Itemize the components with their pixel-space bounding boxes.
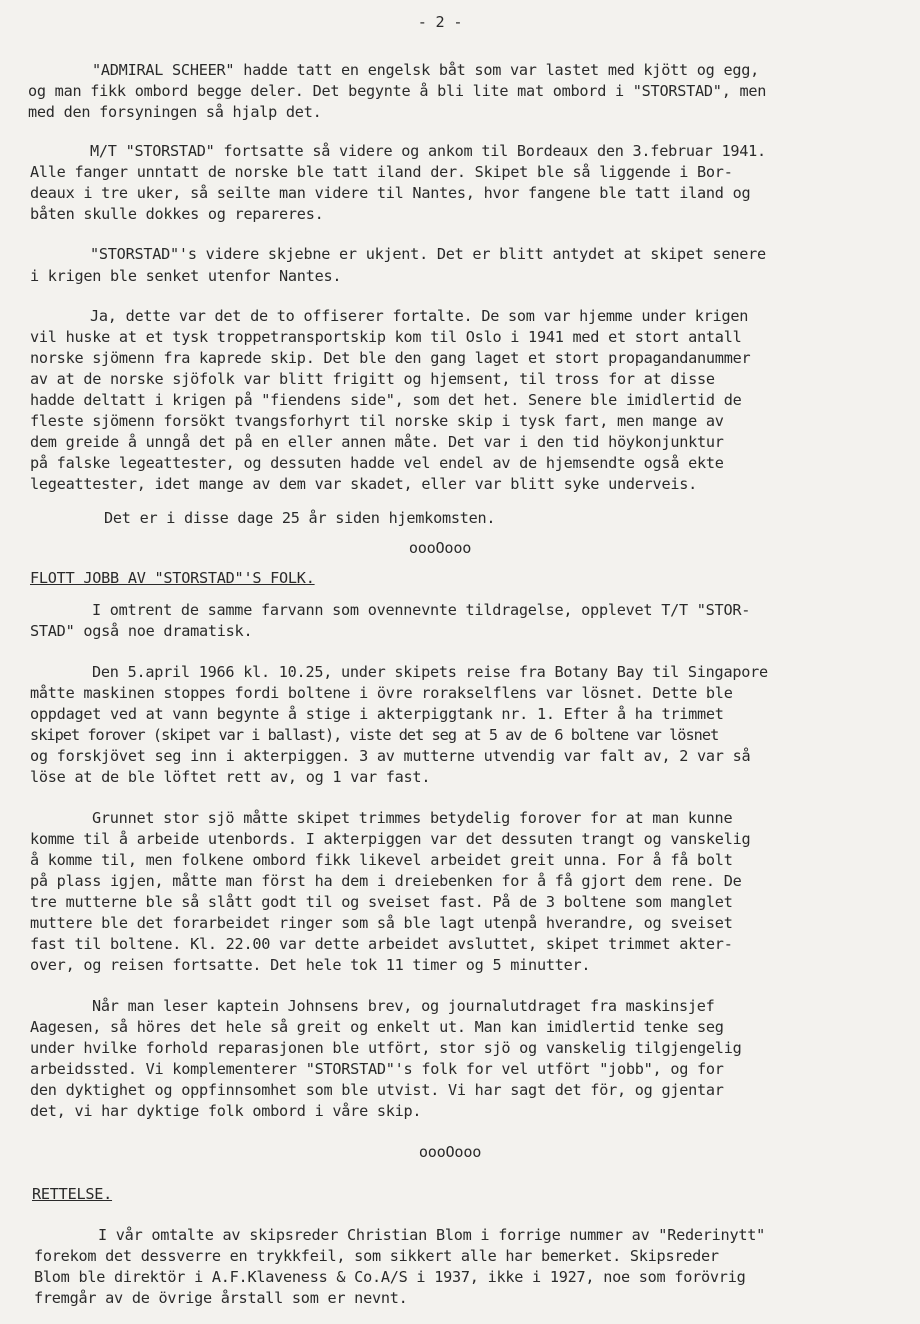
text-line: oppdaget ved at vann begynte å stige i akterpiggtank nr. 1. Efter å ha trimmet: [30, 705, 724, 723]
text-line: Grunnet stor sjö måtte skipet trimmes betydelig forover for at man kunne: [92, 809, 733, 827]
text-line: Den 5.april 1966 kl. 10.25, under skipets reise fra Botany Bay til Singapore: [92, 663, 768, 681]
text-line: tre mutterne ble så slått godt til og sveiset fast. På de 3 boltene som manglet: [30, 893, 733, 911]
text-line: under hvilke forhold reparasjonen ble utfört, stor sjö og vanskelig tilgjengelig: [30, 1039, 742, 1057]
text-line: Ja, dette var det de to offiserer fortalte. De som var hjemme under krigen: [90, 307, 749, 325]
text-line: legeattester, idet mange av dem var skadet, eller var blitt syke underveis.: [30, 475, 698, 493]
text-line: I vår omtalte av skipsreder Christian Blom i forrige nummer av "Rederinytt": [98, 1226, 766, 1244]
text-line: M/T "STORSTAD" fortsatte så videre og ankom til Bordeaux den 3.februar 1941.: [90, 142, 766, 160]
text-line: å komme til, men folkene ombord fikk likevel arbeidet greit unna. For å få bolt: [30, 851, 733, 869]
text-line: måtte maskinen stoppes fordi boltene i övre rorakselflens var lösnet. Dette ble: [30, 684, 733, 702]
closing-line: Det er i disse dage 25 år siden hjemkomsten.: [104, 509, 496, 527]
text-line: Når man leser kaptein Johnsens brev, og journalutdraget fra maskinsjef: [92, 997, 715, 1015]
text-line: av at de norske sjöfolk var blitt frigitt og hjemsent, til tross for at disse: [30, 370, 715, 388]
separator: oooOooo: [418, 1143, 482, 1161]
section-heading: RETTELSE.: [32, 1185, 113, 1203]
text-line: löse at de ble löftet rett av, og 1 var fast.: [30, 768, 431, 786]
text-line: skipet forover (skipet var i ballast), viste det seg at 5 av de 6 boltene var lösnet: [30, 726, 719, 744]
text-line: i krigen ble senket utenfor Nantes.: [30, 267, 342, 285]
text-line: STAD" også noe dramatisk.: [30, 622, 253, 640]
text-line: muttere ble det forarbeidet ringer som så ble lagt utenpå hverandre, og sveiset: [30, 914, 733, 932]
text-line: Alle fanger unntatt de norske ble tatt iland der. Skipet ble så liggende i Bor-: [30, 163, 733, 181]
text-line: I omtrent de samme farvann som ovennevnte tildragelse, opplevet T/T "STOR-: [92, 601, 751, 619]
page-number: - 2 -: [417, 13, 463, 31]
text-line: båten skulle dokkes og repareres.: [30, 205, 324, 223]
separator: oooOooo: [408, 539, 472, 557]
text-line: vil huske at et tysk troppetransportskip kom til Oslo i 1941 med et stort antall: [30, 328, 742, 346]
text-line: med den forsyningen så hjalp det.: [28, 103, 322, 121]
text-line: over, og reisen fortsatte. Det hele tok 11 timer og 5 minutter.: [30, 956, 591, 974]
text-line: fremgår av de övrige årstall som er nevnt.: [34, 1289, 408, 1307]
text-line: og forskjövet seg inn i akterpiggen. 3 av mutterne utvendig var falt av, 2 var så: [30, 747, 751, 765]
section-heading: FLOTT JOBB AV "STORSTAD"'S FOLK.: [30, 569, 315, 587]
text-line: fleste sjömenn forsökt tvangsforhyrt til norske skip i tysk fart, men mange av: [30, 412, 724, 430]
text-line: "ADMIRAL SCHEER" hadde tatt en engelsk båt som var lastet med kjött og egg,: [92, 61, 760, 79]
text-line: forekom det dessverre en trykkfeil, som sikkert alle har bemerket. Skipsreder: [34, 1247, 719, 1265]
text-line: Blom ble direktör i A.F.Klaveness & Co.A/S i 1937, ikke i 1927, noe som forövrig: [34, 1268, 746, 1286]
text-line: Aagesen, så höres det hele så greit og enkelt ut. Man kan imidlertid tenke seg: [30, 1018, 724, 1036]
text-line: den dyktighet og oppfinnsomhet som ble utvist. Vi har sagt det för, og gjentar: [30, 1081, 724, 1099]
text-line: deaux i tre uker, så seilte man videre til Nantes, hvor fangene ble tatt iland og: [30, 184, 751, 202]
text-line: på falske legeattester, og dessuten hadde vel endel av de hjemsendte også ekte: [30, 454, 724, 472]
text-line: det, vi har dyktige folk ombord i våre skip.: [30, 1102, 422, 1120]
text-line: norske sjömenn fra kaprede skip. Det ble den gang laget et stort propagandanummer: [30, 349, 751, 367]
text-line: fast til boltene. Kl. 22.00 var dette arbeidet avsluttet, skipet trimmet akter-: [30, 935, 733, 953]
text-line: arbeidssted. Vi komplementerer "STORSTAD"'s folk for vel utfört "jobb", og for: [30, 1060, 724, 1078]
text-line: dem greide å unngå det på en eller annen måte. Det var i den tid höykonjunktur: [30, 433, 724, 451]
text-line: "STORSTAD"'s videre skjebne er ukjent. Det er blitt antydet at skipet senere: [90, 245, 766, 263]
text-line: og man fikk ombord begge deler. Det begynte å bli lite mat ombord i "STORSTAD", men: [28, 82, 767, 100]
text-line: på plass igjen, måtte man först ha dem i dreiebenken for å få gjort dem rene. De: [30, 872, 742, 890]
text-line: hadde deltatt i krigen på "fiendens side", som det het. Senere ble imidlertid de: [30, 391, 742, 409]
text-line: komme til å arbeide utenbords. I akterpiggen var det dessuten trangt og vanskelig: [30, 830, 751, 848]
